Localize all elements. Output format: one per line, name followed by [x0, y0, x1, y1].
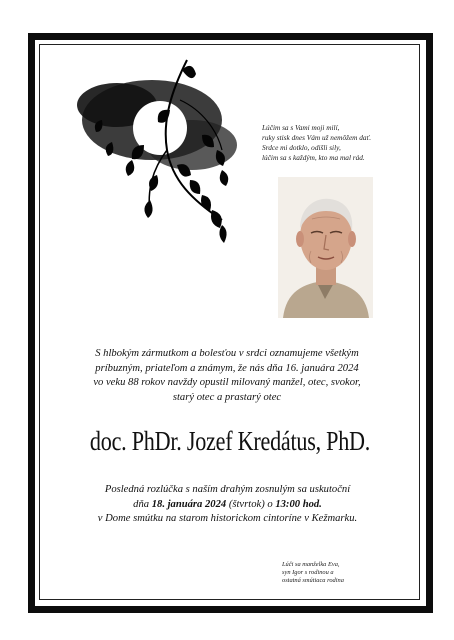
poem-line: Lúčim sa s Vami moji milí,	[262, 123, 340, 132]
poem-line: lúčim sa s každým, kto ma mal rád.	[262, 153, 365, 162]
announcement-line: starý otec a prastarý otec	[172, 391, 282, 403]
mourning-family	[282, 561, 422, 585]
funeral-date: 18. januára 2024	[151, 498, 227, 510]
farewell-poem	[262, 123, 432, 163]
family-line: ostatná smútiaca rodina	[282, 577, 344, 584]
announcement-line: príbuzným, priateľom a známym, že nás dňa 16. januára 2024	[95, 362, 359, 374]
date-middle: (štvrtok) o	[226, 498, 276, 510]
funeral-details	[60, 483, 395, 527]
deceased-portrait-photo	[278, 177, 373, 318]
poem-line: Srdce mi dotklo, odišli sily,	[262, 143, 341, 152]
family-line: syn Igor s rodinou a	[282, 569, 334, 576]
funeral-line: Posledná rozlúčka s naším drahým zosnulým sa uskutoční	[104, 484, 351, 495]
announcement-line: S hlbokým zármutkom a bolesťou v srdci oznamujeme všetkým	[95, 348, 359, 359]
announcement-line: vo veku 88 rokov navždy opustil milovaný manžel, otec, svokor,	[93, 377, 361, 389]
date-prefix: dňa	[133, 498, 152, 510]
portrait-illustration	[278, 177, 373, 318]
birch-branch-illustration	[72, 50, 252, 250]
family-line: Lúči sa manželka Eva,	[282, 561, 340, 568]
funeral-date-line	[60, 498, 395, 513]
poem-line: ruky stisk dnes Vám už nemôžem dať.	[262, 133, 372, 142]
deceased-name: doc. PhDr. Jozef Kredátus, PhD.	[89, 426, 371, 456]
death-announcement	[62, 347, 392, 405]
funeral-time: 13:00 hod.	[275, 498, 322, 510]
funeral-location: v Dome smútku na starom historickom cintoríne v Kežmarku.	[97, 513, 358, 525]
